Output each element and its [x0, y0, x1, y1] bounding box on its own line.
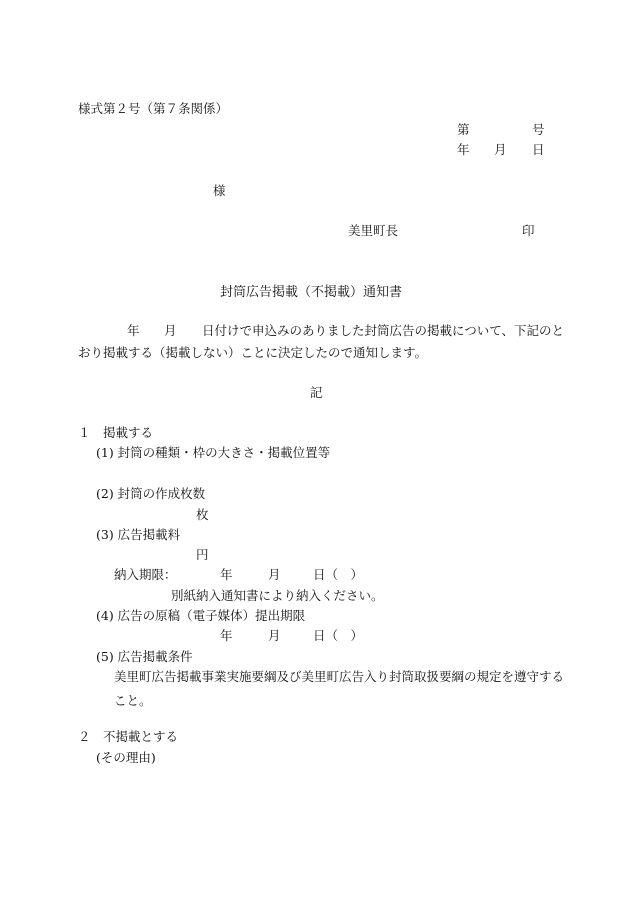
body-text-line2: おり掲載する（掲載しない）ことに決定したので通知します。 [78, 345, 428, 360]
item5-label: (5) 広告掲載条件 [96, 649, 193, 664]
conditions-text: 美里町広告掲載事業実施要綱及び美里町広告入り封筒取扱要綱の規定を遵守すること。 [114, 669, 565, 708]
deadline-label: 納入期限： [114, 567, 177, 582]
submission-nen: 年 [220, 628, 233, 643]
separate-notice: 別紙納入通知書により納入ください。 [171, 588, 384, 603]
ref-dai: 第 [457, 122, 470, 137]
section2-heading: ２ 不掲載とする [78, 729, 179, 744]
date-hi: 日 [532, 142, 545, 157]
deadline-hi: 日（ ） [313, 567, 364, 582]
reason-label: (その理由) [96, 750, 156, 765]
item3-label: (3) 広告掲載料 [96, 527, 181, 542]
submission-tsuki: 月 [268, 628, 281, 643]
body-tsuki: 月 [164, 323, 177, 338]
document-title: 封筒広告掲載（不掲載）通知書 [220, 285, 403, 300]
date-tsuki: 月 [494, 142, 507, 157]
section1-heading: １ 掲載する [78, 425, 154, 440]
body-text-line1: 日付けで申込みのありました封筒広告の掲載について、下記のと [202, 323, 565, 338]
item2-unit: 枚 [196, 507, 209, 522]
item1-label: (1) 封筒の種類・枠の大きさ・掲載位置等 [96, 445, 331, 460]
submission-hi: 日（ ） [313, 628, 364, 643]
sender-seal: 印 [522, 223, 535, 238]
date-nen: 年 [457, 142, 470, 157]
deadline-nen: 年 [220, 567, 233, 582]
item3-unit: 円 [196, 547, 209, 562]
item4-label: (4) 広告の原稿（電子媒体）提出期限 [96, 608, 306, 623]
body-nen: 年 [127, 323, 140, 338]
deadline-tsuki: 月 [268, 567, 281, 582]
sender-name: 美里町長 [348, 223, 399, 238]
addressee-suffix: 様 [213, 183, 226, 198]
ki-heading: 記 [310, 385, 323, 400]
item2-label: (2) 封筒の作成枚数 [96, 486, 206, 501]
ref-gou: 号 [532, 122, 545, 137]
form-id: 様式第２号（第７条関係） [78, 101, 229, 116]
